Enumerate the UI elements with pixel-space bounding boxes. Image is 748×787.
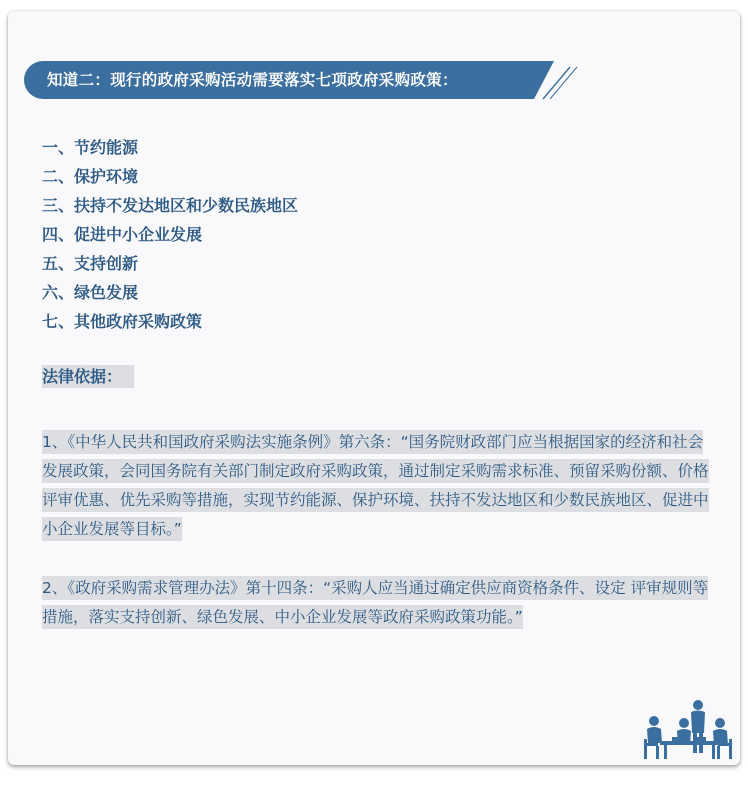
policy-item: 三、扶持不发达地区和少数民族地区 <box>42 196 299 215</box>
team-meeting-icon <box>642 699 734 761</box>
policy-item: 二、保护环境 <box>42 167 139 186</box>
legal-basis-label: 法律依据： <box>42 365 134 388</box>
section-banner <box>24 61 554 99</box>
content-card <box>8 11 740 765</box>
policy-item: 七、其他政府采购政策 <box>42 312 203 331</box>
policy-item: 四、促进中小企业发展 <box>42 225 203 244</box>
legal-paragraph-text: 1、《中华人民共和国政府采购法实施条例》第六条：“国务院财政部门应当根据国家的经济和社会发展政策，会同国务院有关部门制定政府采购政策，通过制定采购需求标准、预留采购份额、价格评审优惠、优先采购等措施，实现节约能源、保护环境、扶持不发达地区和少数民族地区、促进中小企业发展等目标。” <box>42 430 709 541</box>
legal-paragraph-2 <box>42 574 714 632</box>
legal-paragraph-text: 2、《政府采购需求管理办法》第十四条：“采购人应当通过确定供应商资格条件、设定 评审规则等措施，落实支持创新、绿色发展、中小企业发展等政府采购政策功能。” <box>42 576 708 629</box>
policy-item: 一、节约能源 <box>42 138 139 157</box>
banner-title: 知道二：现行的政府采购活动需要落实七项政府采购政策： <box>47 71 458 89</box>
legal-paragraph-1 <box>42 428 714 544</box>
policy-item: 五、支持创新 <box>42 254 139 273</box>
policy-list <box>42 133 298 336</box>
legal-basis-heading <box>42 363 134 391</box>
policy-item: 六、绿色发展 <box>42 283 139 302</box>
